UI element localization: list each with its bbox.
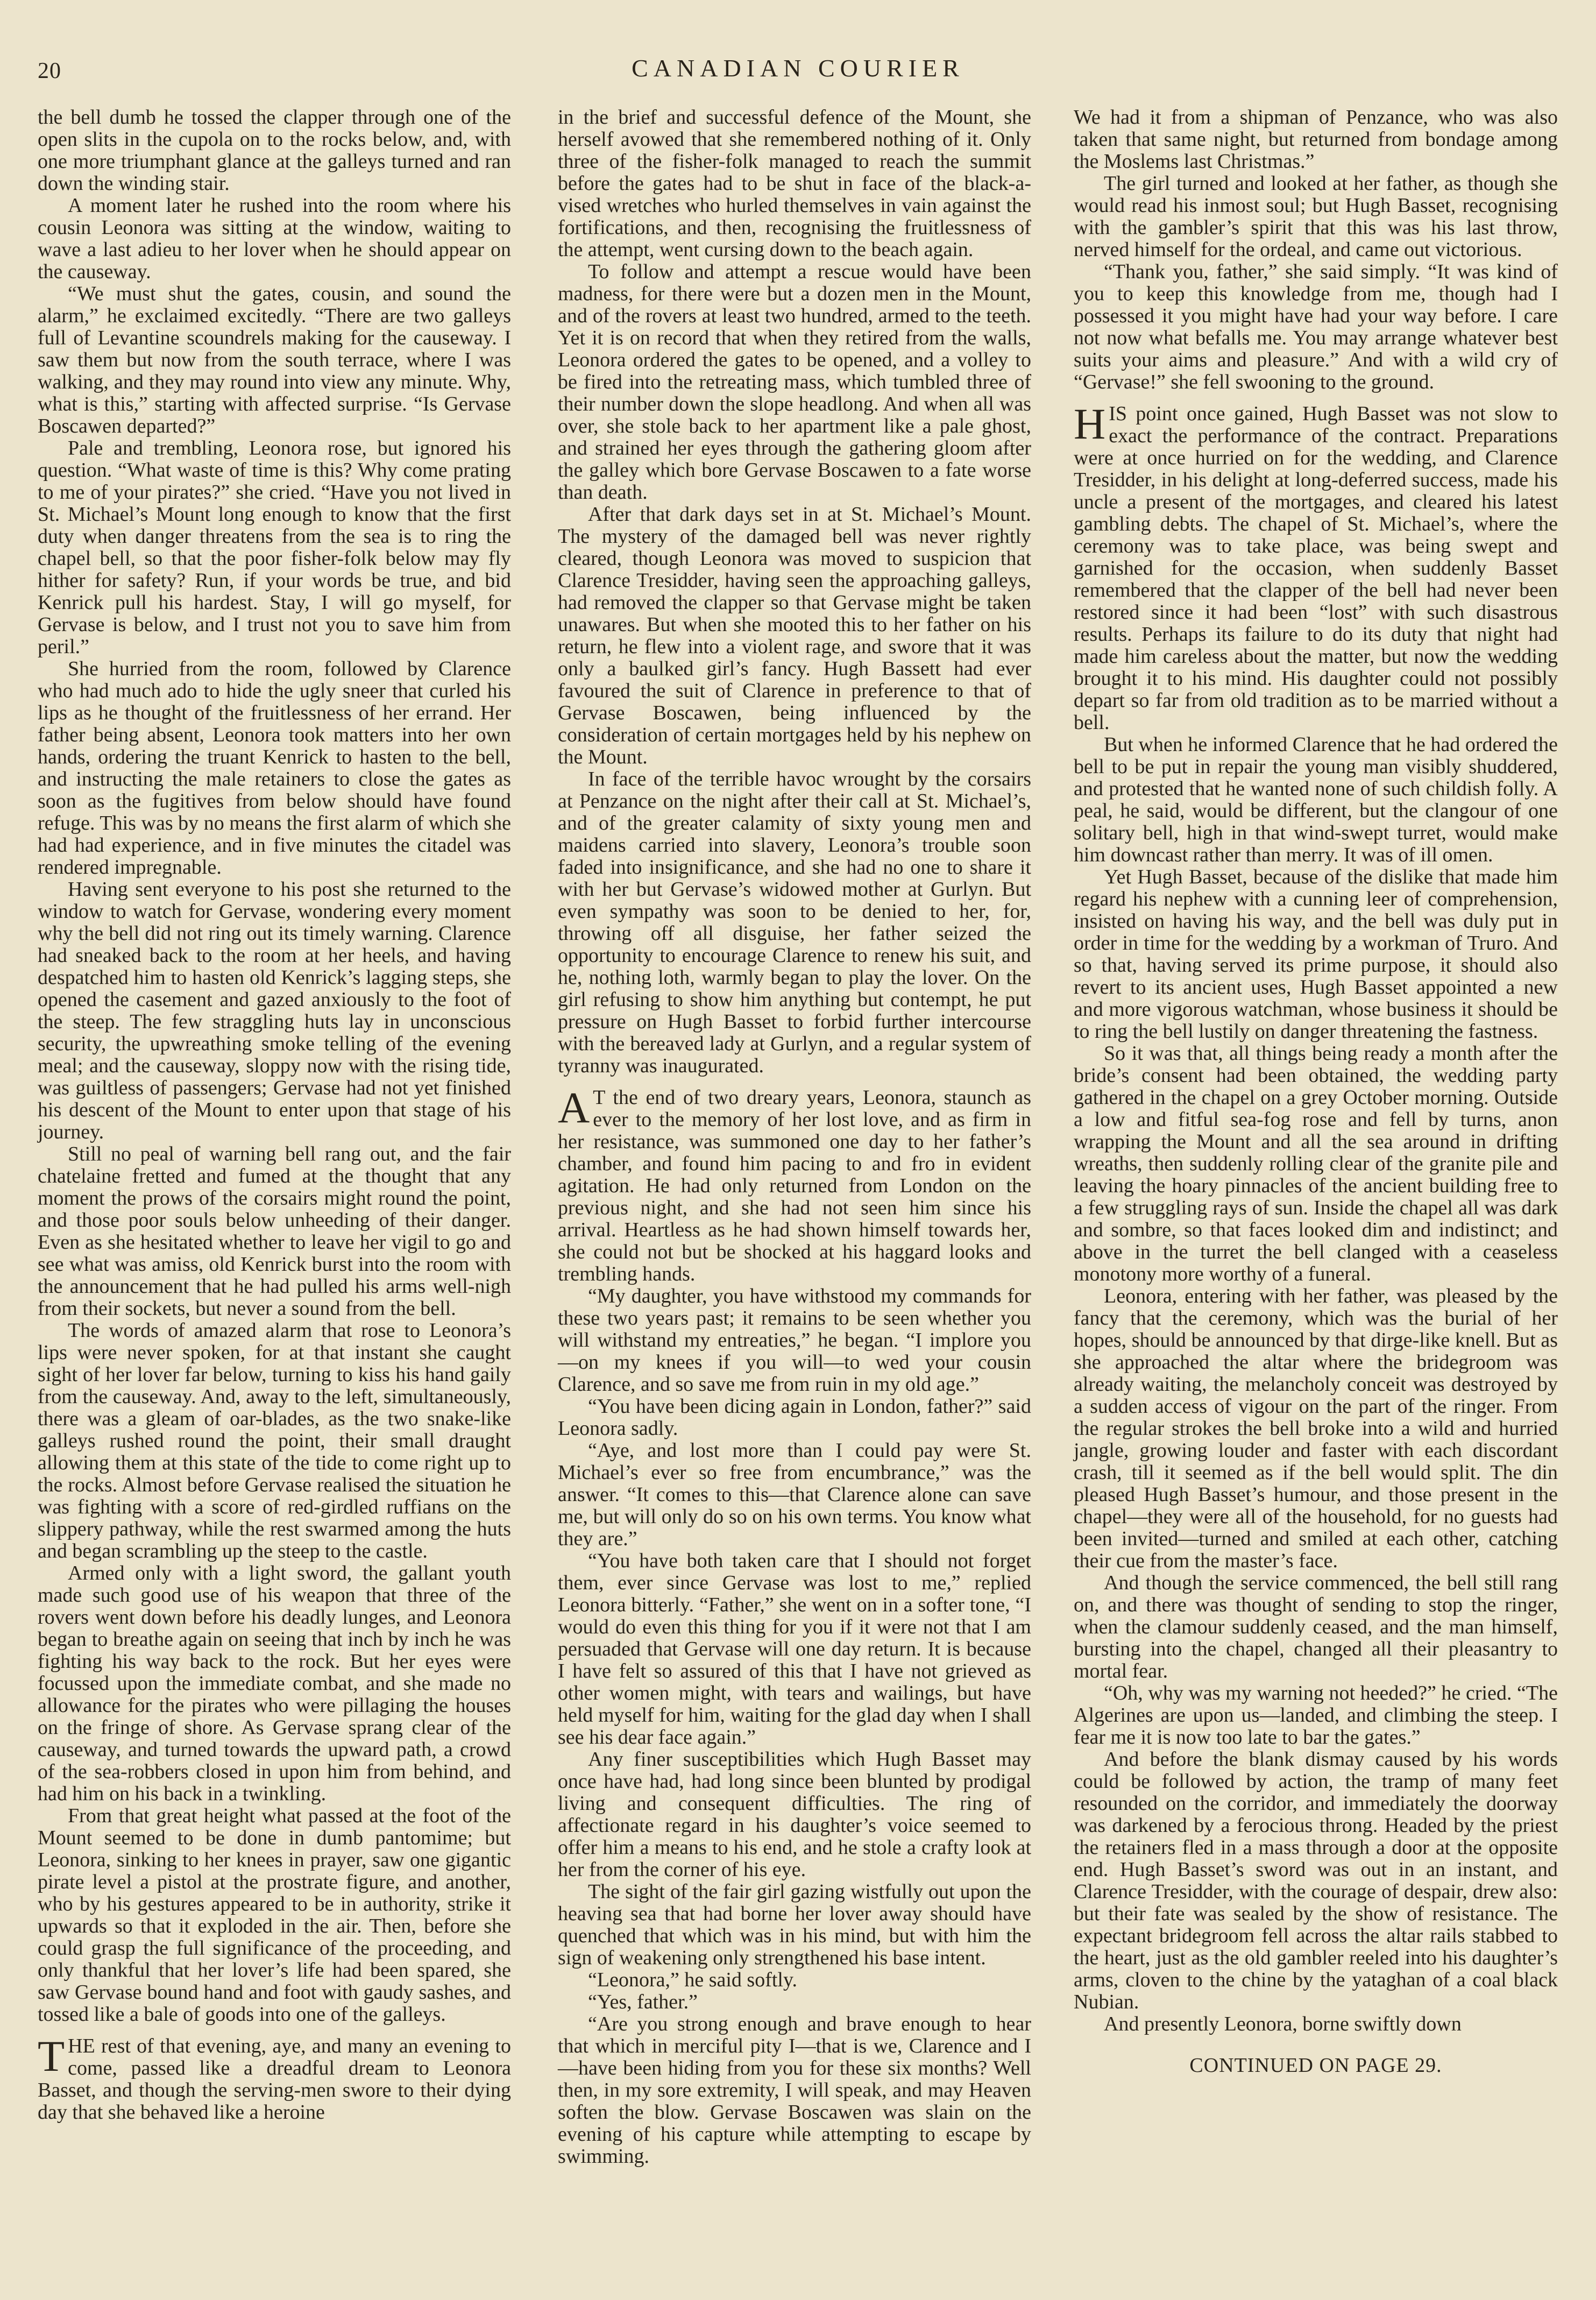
paragraph: “Oh, why was my warning not heeded?” he cried. “The Algerines are upon us—landed, and climbing the steep. I fear me it is now too late to bar the gates.” [1074, 1682, 1558, 1749]
paragraph: “Are you strong enough and brave enough to hear that which in merciful pity I—that is we, Clarence and I—have been hiding from you for these six months? Well then, in my sore extremity, I will speak, and may Heaven soften the blow. Gervase Boscawen was slain on the evening of his capture while attempting to escape by swimming. [558, 2013, 1031, 2168]
paragraph: the bell dumb he tossed the clapper through one of the open slits in the cupola on to the rocks below, and, with one more triumphant glance at the galleys turned and ran down the winding stair. [38, 106, 511, 195]
continued-notice: CONTINUED ON PAGE 29. [1189, 2054, 1442, 2077]
paragraph: HIS point once gained, Hugh Basset was not slow to exact the performance of the contract. Preparations were at once hurried on for the wedding, and Clarence Tresidder, in his delight at long-deferred success, made his uncle a present of the mortgages, and cleared his latest gambling debts. The chapel of St. Michael’s, where the ceremony was to take place, was being swept and garnished for the occasion, when suddenly Basset remembered that the clapper of the bell had never been restored since it had been “lost” with such disastrous results. Perhaps its failure to do its duty that night had made him careless about the matter, but now the wedding brought it to his mind. His daughter could not possibly depart so far from old tradition as to be married without a bell. [1074, 399, 1558, 734]
paragraph: THE rest of that evening, aye, and many an evening to come, passed like a dreadful dream to Leonora Basset, and though the serving-men swore to their dying day that she behaved like a heroine [38, 2032, 511, 2124]
paragraph: To follow and attempt a rescue would have been madness, for there were but a dozen men in the Mount, and of the rovers at least two hundred, armed to the teeth. Yet it is on record that when they retired from the walls, Leonora ordered the gates to be opened, and a volley to be fired into the retreating mass, which tumbled three of their number down the slope headlong. And when all was over, she stole back to her apartment like a pale ghost, and strained her eyes through the gathering gloom after the galley which bore Gervase Boscawen to a fate worse than death. [558, 260, 1031, 504]
text-column-2 [558, 107, 1031, 2168]
paragraph: in the brief and successful defence of the Mount, she herself avowed that she remembered nothing of it. Only three of the fisher-folk managed to reach the summit before the gates had to be shut in face of the black-a-vised wretches who hurled themselves in vain against the fortifications, and then, recognising the fruitlessness of the attempt, went cursing down to the beach again. [558, 106, 1031, 261]
paragraph: And before the blank dismay caused by his words could be followed by action, the tramp of many feet resounded on the corridor, and immediately the doorway was darkened by a ferocious throng. Headed by the priest the retainers fled in a mass through a door at the opposite end. Hugh Basset’s sword was out in an instant, and Clarence Tresidder, with the courage of despair, drew also: but their fate was sealed by the show of resistance. The expectant bridegroom fell across the altar rails stabbed to the heart, just as the old gambler reeled into his daughter’s arms, cloven to the chine by the yataghan of a coal black Nubian. [1074, 1748, 1558, 2013]
paragraph: “Aye, and lost more than I could pay were St. Michael’s ever so free from encumbrance,” was the answer. “It comes to this—that Clarence alone can save me, but will only do so on his own terms. You know what they are.” [558, 1439, 1031, 1550]
paragraph: The words of amazed alarm that rose to Leonora’s lips were never spoken, for at that instant she caught sight of her lover far below, turning to kiss his hand gaily from the causeway. And, away to the left, simultaneously, there was a gleam of oar-blades, as the two snake-like galleys rushed round the point, their small draught allowing them at this state of the tide to come right up to the rocks. Almost before Gervase realised the situation he was fighting with a score of red-girdled ruffians on the slippery pathway, while the rest swarmed among the huts and began scrambling up the steep to the castle. [38, 1319, 511, 1562]
paragraph: And though the service commenced, the bell still rang on, and there was thought of sending to stop the ringer, when the clamour suddenly ceased, and the man himself, bursting into the chapel, changed all their pleasantry to mortal fear. [1074, 1572, 1558, 1682]
paragraph: “Leonora,” he said softly. [588, 1969, 797, 1991]
paragraph: From that great height what passed at the foot of the Mount seemed to be done in dumb pantomime; but Leonora, sinking to her knees in prayer, saw one gigantic pirate level a pistol at the prostrate figure, and another, who by his gestures appeared to be in authority, strike it upwards so that it exploded in the air. Then, before she could grasp the full significance of the proceeding, and only thankful that her lover’s life had been spared, she saw Gervase bound hand and foot with gaudy sashes, and tossed like a bale of goods into one of the galleys. [38, 1804, 511, 2026]
paragraph: And presently Leonora, borne swiftly down [1104, 2013, 1462, 2035]
paragraph: The girl turned and looked at her father, as though she would read his inmost soul; but Hugh Basset, recognising with the gambler’s spirit that this was his last throw, nerved himself for the ordeal, and came out victorious. [1074, 172, 1558, 261]
paragraph: A moment later he rushed into the room where his cousin Leonora was sitting at the window, waiting to wave a last adieu to her lover when he should appear on the causeway. [38, 194, 511, 283]
paragraph: “Thank you, father,” she said simply. “It was kind of you to keep this knowledge from me, though had I possessed it you might have had your way before. I care not now what befalls me. You may arrange whatever best suits your aims and pleasure.” And with a wild cry of “Gervase!” she fell swooning to the ground. [1074, 260, 1558, 393]
paragraph: AT the end of two dreary years, Leonora, staunch as ever to the memory of her lost love, and as firm in her resistance, was summoned one day to her father’s chamber, and found him pacing to and fro in evident agitation. He had only returned from London on the previous night, and she had not seen him since his arrival. Heartless as he had shown himself towards her, she could not but be shocked at his haggard looks and trembling hands. [558, 1083, 1031, 1285]
paragraph: Leonora, entering with her father, was pleased by the fancy that the ceremony, which was the burial of her hopes, should be announced by that dirge-like knell. But as she approached the altar where the bridegroom was already waiting, the melancholy conceit was destroyed by a sudden access of vigour on the part of the ringer. From the regular strokes the bell broke into a wild and hurried jangle, growing louder and faster with each discordant crash, till it seemed as if the bell would split. The din pleased Hugh Basset’s humour, and those present in the chapel—they were all of the household, for no guests had been invited—turned and smiled at each other, catching their cue from the master’s face. [1074, 1285, 1558, 1572]
running-head: CANADIAN COURIER [632, 54, 964, 82]
paragraph: “We must shut the gates, cousin, and sound the alarm,” he exclaimed excitedly. “There are two galleys full of Levantine scoundrels making for the causeway. I saw them but now from the south terrace, where I was walking, and they may round into view any minute. Why, what is this,” starting with affected surprise. “Is Gervase Boscawen departed?” [38, 282, 511, 437]
paragraph: Still no peal of warning bell rang out, and the fair chatelaine fretted and fumed at the thought that any moment the prows of the corsairs might round the point, and those poor souls below unheeding of their danger. Even as she hesitated whether to leave her vigil to go and see what was amiss, old Kenrick burst into the room with the announcement that he had pulled his arms well-nigh from their sockets, but never a sound from the bell. [38, 1143, 511, 1320]
paragraph: Pale and trembling, Leonora rose, but ignored his question. “What waste of time is this? Why come prating to me of your pirates?” she cried. “Have you not lived in St. Michael’s Mount long enough to know that the first duty when danger threatens from the sea is to ring the chapel bell, so that the poor fisher-folk below may fly hither for safety? Run, if your words be true, and bid Kenrick pull his hardest. Stay, I will go myself, for Gervase is below, and I trust not you to save him from peril.” [38, 437, 511, 658]
paragraph: “You have both taken care that I should not forget them, ever since Gervase was lost to me,” replied Leonora bitterly. “Father,” she went on in a softer tone, “I would do even this thing for you if it were not that I am persuaded that Gervase will one day return. It is because I have felt so assured of this that I have not grieved as other women might, with tears and wailings, but have held myself for him, waiting for the glad day when I shall see his dear face again.” [558, 1549, 1031, 1749]
paragraph: Having sent everyone to his post she returned to the window to watch for Gervase, wondering every moment why the bell did not ring out its timely warning. Clarence had sneaked back to the room at her heels, and having despatched him to hasten old Kenrick’s lagging steps, she opened the casement and gazed anxiously to the foot of the steep. The few straggling huts lay in unconscious security, the upwreathing smoke telling of the evening meal; and the causeway, sloppy now with the rising tide, was guiltless of passengers; Gervase had not yet finished his descent of the Mount to enter upon that stage of his journey. [38, 878, 511, 1143]
paragraph: “Yes, father.” [588, 1991, 698, 2013]
paragraph: Yet Hugh Basset, because of the dislike that made him regard his nephew with a cunning leer of comprehension, insisted on having his way, and the bell was duly put in order in time for the wedding by a workman of Truro. And so that, having served its prime purpose, it should also revert to its ancient uses, Hugh Basset appointed a new and more vigorous watchman, whose business it should be to ring the bell lustily on danger threatening the fastness. [1074, 866, 1558, 1043]
paragraph: “You have been dicing again in London, father?” said Leonora sadly. [558, 1395, 1031, 1440]
paragraph: Armed only with a light sword, the gallant youth made such good use of his weapon that three of the rovers went down before his deadly lunges, and Leonora began to breathe again on seeing that inch by inch he was fighting his way back to the rock. But her eyes were focussed upon the immediate combat, and she made no allowance for the pirates who were pillaging the houses on the fringe of shore. As Gervase sprang clear of the causeway, and turned towards the upward path, a crowd of the sea-robbers closed in upon him from behind, and had him on his back in a twinkling. [38, 1562, 511, 1805]
paragraph: So it was that, all things being ready a month after the bride’s consent had been obtained, the wedding party gathered in the chapel on a grey October morning. Outside a low and fitful sea-fog rose and fell by turns, anon wrapping the Mount and all the sea around in drifting wreaths, then suddenly rolling clear of the granite pile and leaving the hoary pinnacles of the ancient building free to a few struggling rays of sun. Inside the chapel all was dark and sombre, so that faces looked dim and indistinct; and above in the turret the bell clanged with a ceaseless monotony more worthy of a funeral. [1074, 1042, 1558, 1285]
paragraph: But when he informed Clarence that he had ordered the bell to be put in repair the young man visibly shuddered, and protested that he wanted none of such childish folly. A peal, he said, would be different, but the clangour of one solitary bell, high in that wind-swept turret, would make him downcast rather than merry. It was of ill omen. [1074, 733, 1558, 866]
paragraph: We had it from a shipman of Penzance, who was also taken that same night, but returned from bondage among the Moslems last Christmas.” [1074, 106, 1558, 173]
text-column-1 [38, 107, 511, 2124]
page-number: 20 [38, 59, 61, 83]
paragraph: The sight of the fair girl gazing wistfully out upon the heaving sea that had borne her lover away should have quenched that which was in his mind, but with him the sign of weakening only strengthened his base intent. [558, 1880, 1031, 1969]
paragraph: She hurried from the room, followed by Clarence who had much ado to hide the ugly sneer that curled his lips as he thought of the fruitlessness of her errand. Her father being absent, Leonora took matters into her own hands, ordering the truant Kenrick to hasten to the bell, and instructing the male retainers to close the gates as soon as the fugitives from below should have found refuge. This was by no means the first alarm of which she had had experience, and in five minutes the citadel was rendered impregnable. [38, 657, 511, 879]
paragraph: In face of the terrible havoc wrought by the corsairs at Penzance on the night after their call at St. Michael’s, and of the greater calamity of sixty young men and maidens carried into slavery, Leonora’s trouble soon faded into insignificance, and she had no one to share it with her but Gervase’s widowed mother at Gurlyn. But even sympathy was soon to be denied to her, for, throwing off all disguise, her father seized the opportunity to encourage Clarence to renew his suit, and he, nothing loth, warmly began to play the lover. On the girl refusing to show him anything but contempt, he put pressure on Hugh Basset to forbid further intercourse with the bereaved lady at Gurlyn, and a regular system of tyranny was inaugurated. [558, 768, 1031, 1077]
paragraph: After that dark days set in at St. Michael’s Mount. The mystery of the damaged bell was never rightly cleared, though Leonora was moved to suspicion that Clarence Tresidder, having seen the approaching galleys, had removed the clapper so that Gervase might be taken unawares. But when she mooted this to her father on his return, he flew into a violent rage, and swore that it was only a baulked girl’s fancy. Hugh Bassett had ever favoured the suit of Clarence in preference to that of Gervase Boscawen, being influenced by the consideration of certain mortgages held by his nephew on the Mount. [558, 503, 1031, 768]
paragraph: “My daughter, you have withstood my commands for these two years past; it remains to be seen whether you will withstand my entreaties,” he began. “I implore you—on my knees if you will—to wed your cousin Clarence, and so save me from ruin in my old age.” [558, 1285, 1031, 1396]
paragraph: Any finer susceptibilities which Hugh Basset may once have had, had long since been blunted by prodigal living and consequent difficulties. The ring of affectionate regard in his daughter’s voice seemed to offer him a means to his end, and he stole a crafty look at her from the corner of his eye. [558, 1748, 1031, 1881]
text-column-3 [1074, 107, 1558, 2077]
